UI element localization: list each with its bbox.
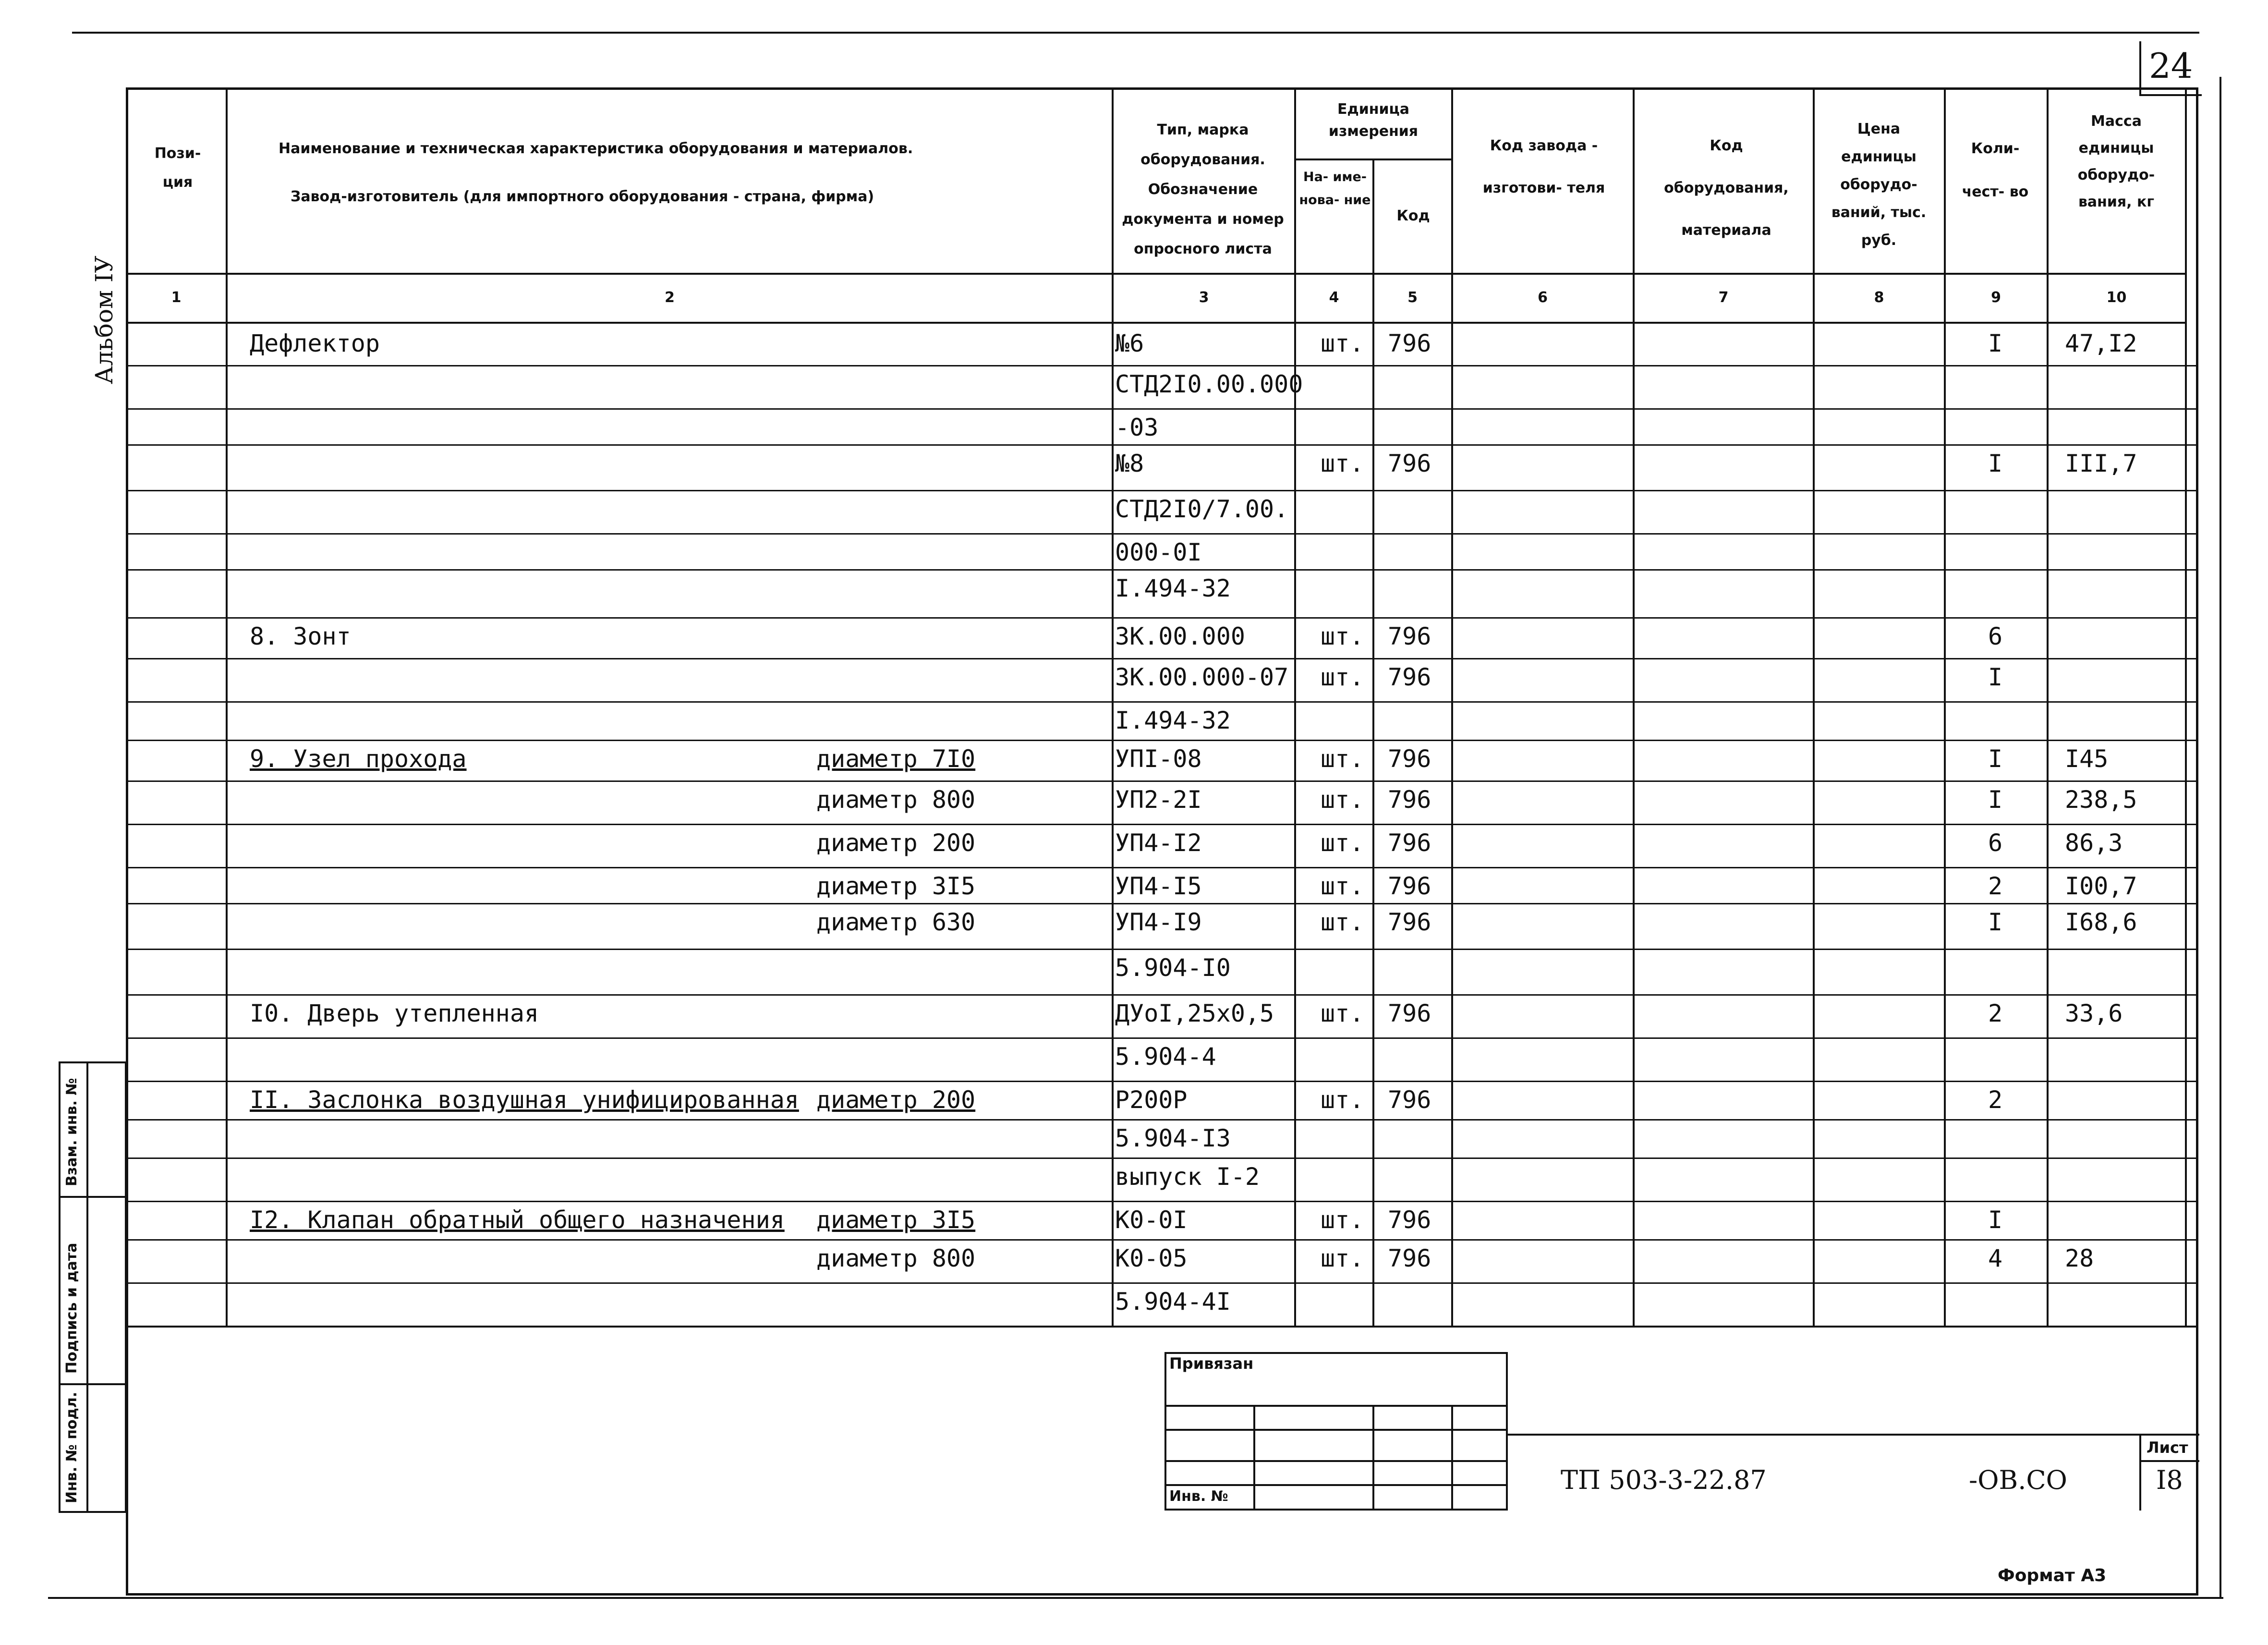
side-stamp-divider <box>59 1196 127 1198</box>
stamp-line <box>1164 1405 1508 1407</box>
sheet-top-number: 24 <box>2149 46 2193 86</box>
colnum: 9 <box>1991 289 2001 306</box>
row-line <box>126 949 2198 950</box>
doc-code: ТП 503-3-22.87 <box>1561 1465 1767 1495</box>
row-type: №8 <box>1115 450 1144 477</box>
format-label: Формат А3 <box>1998 1566 2107 1585</box>
header-price: Цена единицы оборудо- ваний, тыс. руб. <box>1831 121 1927 249</box>
row-mass: 86,3 <box>2065 829 2123 857</box>
row-type: СТД2I0/7.00. <box>1115 495 1289 523</box>
row-code: 796 <box>1388 450 1431 477</box>
header-unit: Единица измерения <box>1328 101 1419 140</box>
colnum: 7 <box>1718 289 1729 306</box>
row-code: 796 <box>1388 745 1431 773</box>
header-unit-code: Код <box>1396 207 1430 224</box>
row-code: 796 <box>1388 908 1431 936</box>
row-qty: I <box>1988 450 2003 477</box>
row-diameter: диаметр 3I5 <box>816 872 976 900</box>
row-unit: шт. <box>1321 1206 1364 1234</box>
row-diameter: диаметр 800 <box>816 1244 976 1272</box>
row-line <box>126 444 2198 446</box>
row-name: 8. Зонт <box>250 622 351 650</box>
header-position: Пози- ция <box>154 145 201 191</box>
row-line <box>126 1282 2198 1284</box>
row-name: I2. Клапан обратный общего назначения <box>250 1206 785 1234</box>
row-type: УП2-2I <box>1115 786 1202 814</box>
row-qty: I <box>1988 908 2003 936</box>
side-stamp-divider <box>59 1383 127 1385</box>
row-unit: шт. <box>1321 829 1364 857</box>
row-qty: 2 <box>1988 1086 2003 1114</box>
row-qty: 2 <box>1988 999 2003 1027</box>
row-line <box>126 1081 2198 1082</box>
row-diameter: диаметр 200 <box>816 1086 976 1114</box>
row-mass: 238,5 <box>2065 786 2137 814</box>
row-unit: шт. <box>1321 329 1364 357</box>
row-line <box>126 994 2198 996</box>
row-qty: I <box>1988 663 2003 691</box>
row-type: 5.904-I3 <box>1115 1124 1231 1152</box>
row-type: 000-0I <box>1115 538 1202 566</box>
row-type: ЗК.00.000 <box>1115 622 1245 650</box>
row-code: 796 <box>1388 663 1431 691</box>
row-qty: 6 <box>1988 829 2003 857</box>
row-line <box>126 490 2198 491</box>
row-unit: шт. <box>1321 786 1364 814</box>
right-rule <box>2219 77 2221 1598</box>
row-mass: 47,I2 <box>2065 329 2137 357</box>
stamp-line <box>1164 1484 1508 1486</box>
colnum: 5 <box>1407 289 1418 306</box>
row-line <box>126 1239 2198 1241</box>
stamp-line <box>1164 1429 1508 1431</box>
row-code: 796 <box>1388 622 1431 650</box>
row-qty: 4 <box>1988 1244 2003 1272</box>
stamp-top-line <box>1508 1434 2199 1436</box>
row-line <box>126 1201 2198 1202</box>
header-bottom-line <box>126 273 2186 275</box>
row-line <box>126 701 2198 703</box>
row-unit: шт. <box>1321 908 1364 936</box>
row-code: 796 <box>1388 1244 1431 1272</box>
stamp-col <box>1253 1405 1255 1511</box>
row-qty: I <box>1988 745 2003 773</box>
unit-subheader-line <box>1294 158 1453 160</box>
header-mass: Масса единицы оборудо- вания, кг <box>2077 113 2155 210</box>
row-diameter: диаметр 7I0 <box>816 745 976 773</box>
row-code: 796 <box>1388 872 1431 900</box>
row-type: Р200Р <box>1115 1086 1188 1114</box>
row-unit: шт. <box>1321 1086 1364 1114</box>
col-line <box>1372 158 1374 1326</box>
colnum: 10 <box>2106 289 2127 306</box>
row-type: СТД2I0.00.000 <box>1115 370 1303 398</box>
body-bottom-line <box>126 1326 2198 1328</box>
colnum: 2 <box>665 289 675 306</box>
row-code: 796 <box>1388 999 1431 1027</box>
row-code: 796 <box>1388 829 1431 857</box>
row-type: I.494-32 <box>1115 574 1231 602</box>
row-diameter: диаметр 800 <box>816 786 976 814</box>
row-qty: 2 <box>1988 872 2003 900</box>
row-unit: шт. <box>1321 745 1364 773</box>
row-type: К0-05 <box>1115 1244 1188 1272</box>
row-type: I.494-32 <box>1115 707 1231 734</box>
row-line <box>126 824 2198 825</box>
row-unit: шт. <box>1321 872 1364 900</box>
header-unit-name: На- име- нова- ние <box>1299 170 1371 207</box>
stamp-col <box>1372 1405 1374 1511</box>
row-type: УПI-08 <box>1115 745 1202 773</box>
list-box-line <box>2139 1460 2199 1462</box>
row-qty: I <box>1988 1206 2003 1234</box>
row-line <box>126 365 2198 366</box>
row-type: ЗК.00.000-07 <box>1115 663 1289 691</box>
row-line <box>126 740 2198 741</box>
header-quantity: Коли- чест- во <box>1962 140 2029 200</box>
row-type: 5.904-I0 <box>1115 954 1231 982</box>
row-diameter: диаметр 200 <box>816 829 976 857</box>
stamp-inv-label: Инв. № <box>1169 1488 1228 1505</box>
header-equipment-code: Код оборудования, материала <box>1664 137 1789 239</box>
row-name: Дефлектор <box>250 329 380 357</box>
colnum: 4 <box>1329 289 1339 306</box>
row-type: УП4-I9 <box>1115 908 1202 936</box>
row-type: 5.904-4I <box>1115 1288 1231 1316</box>
row-line <box>126 658 2198 659</box>
header-type: Тип, марка оборудования. Обозначение документа и номер опросного листа <box>1122 122 1284 257</box>
header-name-line2: Завод-изготовитель (для импортного оборудования - страна, фирма) <box>291 188 874 205</box>
row-mass: I68,6 <box>2065 908 2137 936</box>
row-type: УП4-I5 <box>1115 872 1202 900</box>
row-line <box>126 903 2198 904</box>
side-stamp-vertical <box>86 1061 88 1513</box>
row-mass: 28 <box>2065 1244 2094 1272</box>
colnum: 3 <box>1199 289 1209 306</box>
row-qty: I <box>1988 329 2003 357</box>
row-unit: шт. <box>1321 999 1364 1027</box>
row-line <box>126 533 2198 535</box>
header-factory-code: Код завода - изготови- теля <box>1482 137 1605 196</box>
row-qty: 6 <box>1988 622 2003 650</box>
row-name: II. Заслонка воздушная унифицированная <box>250 1086 799 1114</box>
row-line <box>126 780 2198 782</box>
row-qty: I <box>1988 786 2003 814</box>
side-stamp-podpis: Подпись и дата <box>63 1243 80 1374</box>
row-type: УП4-I2 <box>1115 829 1202 857</box>
list-label: Лист <box>2147 1438 2188 1457</box>
row-mass: 33,6 <box>2065 999 2123 1027</box>
row-line <box>126 1037 2198 1039</box>
side-album-label: Альбом IУ <box>90 256 118 384</box>
row-unit: шт. <box>1321 663 1364 691</box>
top-rule <box>72 32 2199 34</box>
row-type: выпуск I-2 <box>1115 1163 1260 1191</box>
list-box-left <box>2139 1434 2141 1511</box>
bottom-rule <box>48 1597 2223 1599</box>
row-type: -03 <box>1115 414 1159 441</box>
row-line <box>126 867 2198 868</box>
row-unit: шт. <box>1321 622 1364 650</box>
side-stamp-vzam: Взам. инв. № <box>63 1078 80 1186</box>
row-unit: шт. <box>1321 450 1364 477</box>
stamp-line <box>1164 1460 1508 1462</box>
row-unit: шт. <box>1321 1244 1364 1272</box>
row-line <box>126 569 2198 571</box>
colnum: 8 <box>1874 289 1884 306</box>
row-code: 796 <box>1388 1086 1431 1114</box>
colnum-bottom-line <box>126 322 2186 324</box>
row-line <box>126 408 2198 410</box>
row-type: №6 <box>1115 329 1144 357</box>
row-code: 796 <box>1388 329 1431 357</box>
row-type: 5.904-4 <box>1115 1043 1216 1071</box>
row-line <box>126 617 2198 619</box>
side-stamp-inv: Инв. № подл. <box>63 1391 80 1503</box>
row-mass: I45 <box>2065 745 2109 773</box>
row-line <box>126 1158 2198 1159</box>
row-type: К0-0I <box>1115 1206 1188 1234</box>
doc-suffix: -ОВ.СО <box>1969 1465 2067 1495</box>
row-mass: III,7 <box>2065 450 2137 477</box>
row-name: I0. Дверь утепленная <box>250 999 539 1027</box>
row-line <box>126 1119 2198 1121</box>
colnum: 6 <box>1538 289 1548 306</box>
stamp-col <box>1451 1405 1453 1511</box>
row-code: 796 <box>1388 786 1431 814</box>
privyazan-label: Привязан <box>1169 1354 1254 1373</box>
row-type: ДУоI,25х0,5 <box>1115 999 1274 1027</box>
row-code: 796 <box>1388 1206 1431 1234</box>
row-name: 9. Узел прохода <box>250 745 467 773</box>
list-number: I8 <box>2156 1465 2183 1495</box>
row-diameter: диаметр 3I5 <box>816 1206 976 1234</box>
row-mass: I00,7 <box>2065 872 2137 900</box>
row-diameter: диаметр 630 <box>816 908 976 936</box>
colnum: 1 <box>171 289 182 306</box>
privyazan-box <box>1164 1352 1508 1511</box>
header-name-line1: Наименование и техническая характеристика оборудования и материалов. <box>279 140 913 157</box>
